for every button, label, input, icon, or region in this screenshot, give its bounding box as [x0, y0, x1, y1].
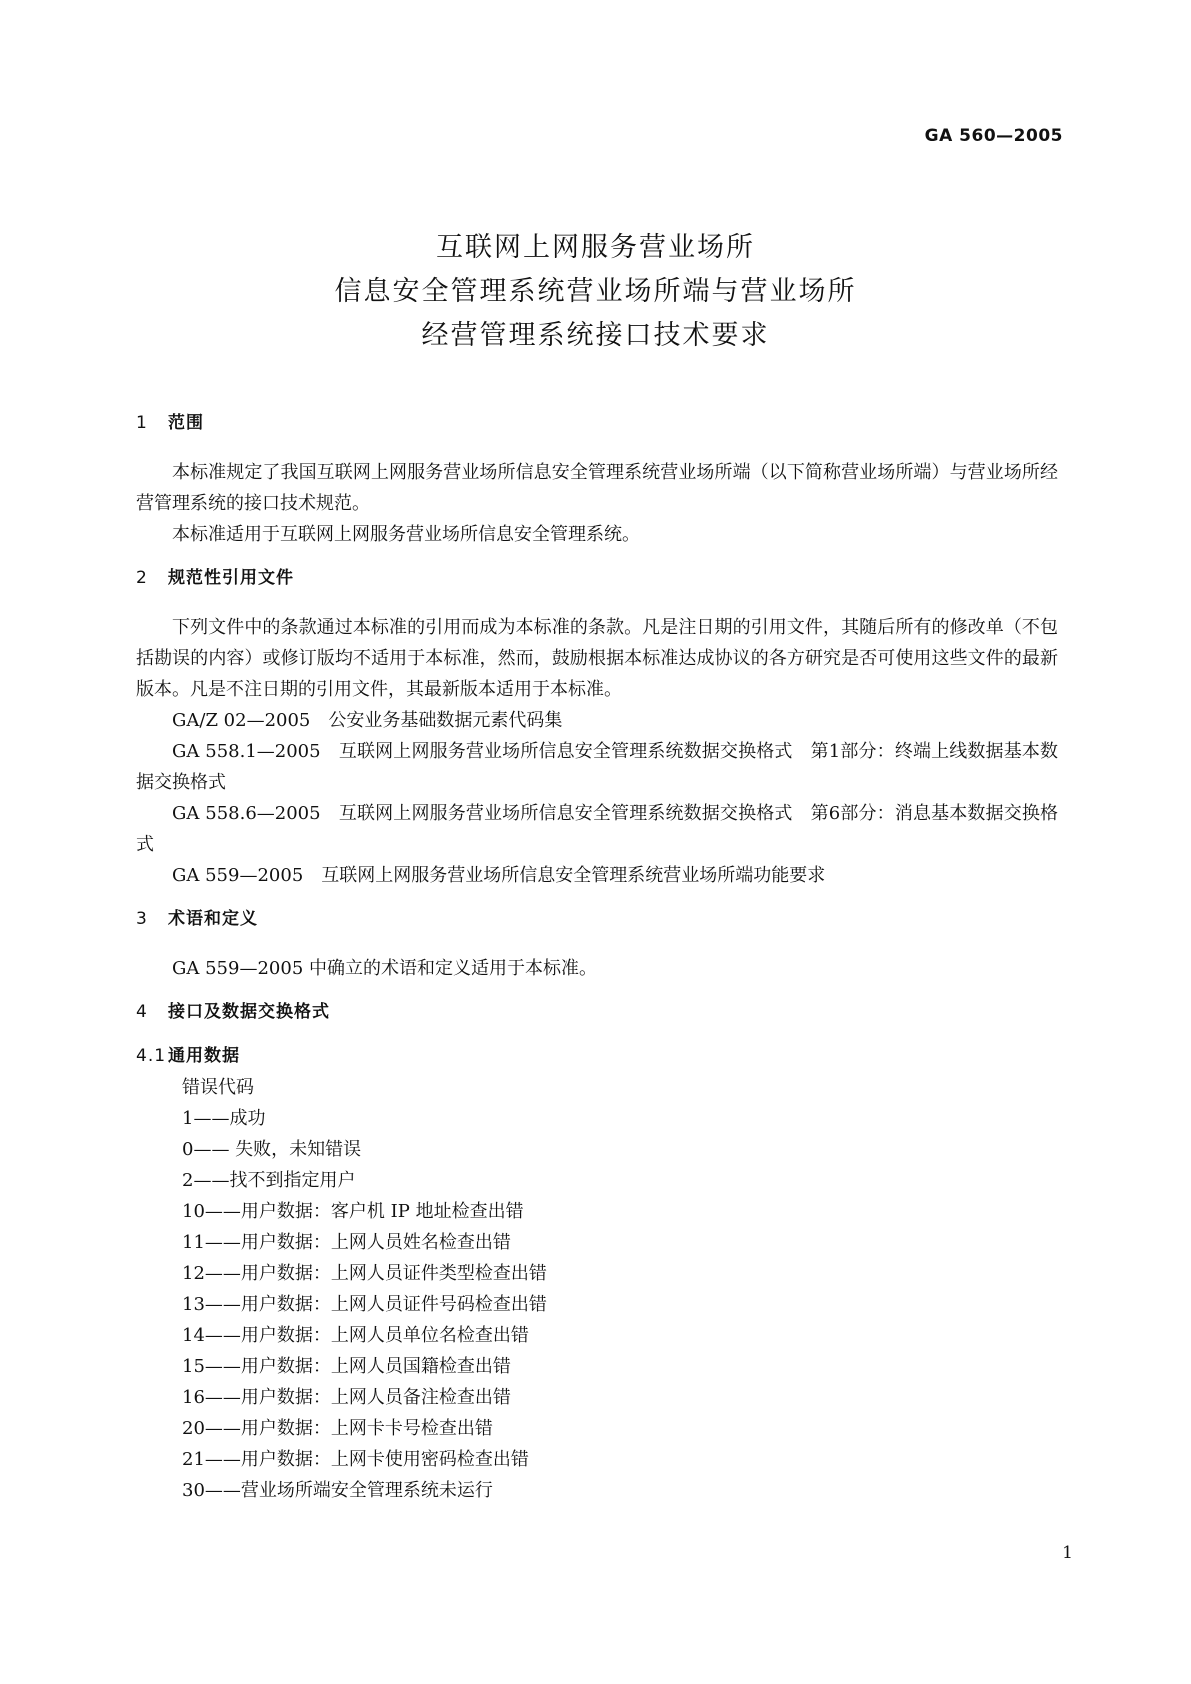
list-item: 21——用户数据：上网卡使用密码检查出错: [182, 1449, 529, 1470]
list-item: 20——用户数据：上网卡卡号检查出错: [182, 1418, 493, 1439]
section-title: 术语和定义: [168, 909, 258, 929]
document-body: [136, 408, 1058, 1506]
error-code-list: [136, 1072, 1058, 1506]
list-item: 16——用户数据：上网人员备注检查出错: [182, 1387, 511, 1408]
section-number: 3: [136, 909, 148, 929]
list-title: 错误代码: [182, 1077, 254, 1098]
page-number: 1: [1062, 1543, 1073, 1563]
section-title: 接口及数据交换格式: [168, 1002, 330, 1022]
section-1-heading: [136, 408, 1058, 439]
list-item: 15——用户数据：上网人员国籍检查出错: [182, 1356, 511, 1377]
list-item: 0—— 失败，未知错误: [182, 1139, 362, 1160]
section-1-paragraph-1: 本标准规定了我国互联网上网服务营业场所信息安全管理系统营业场所端（以下简称营业场所端）与营业场所经营管理系统的接口技术规范。: [136, 462, 1058, 514]
section-number: 2: [136, 568, 148, 588]
reference-item: GA/Z 02—2005 公安业务基础数据元素代码集: [172, 710, 563, 731]
section-2-paragraph: 下列文件中的条款通过本标准的引用而成为本标准的条款。凡是注日期的引用文件，其随后所有的修改单（不包括勘误的内容）或修订版均不适用于本标准，然而，鼓励根据本标准达成协议的各方研究是否可使用这些文件的最新版本。凡是不注日期的引用文件，其最新版本适用于本标准。: [136, 617, 1058, 700]
section-number: 1: [136, 413, 148, 433]
list-item: 14——用户数据：上网人员单位名检查出错: [182, 1325, 529, 1346]
title-line-3: 经营管理系统接口技术要求: [421, 320, 770, 351]
section-3-paragraph: GA 559—2005 中确立的术语和定义适用于本标准。: [172, 958, 597, 979]
reference-item: GA 559—2005 互联网上网服务营业场所信息安全管理系统营业场所端功能要求: [172, 865, 826, 886]
section-title: 规范性引用文件: [168, 568, 294, 588]
list-item: 1——成功: [182, 1108, 266, 1129]
subsection-number: 4.1: [136, 1046, 167, 1066]
reference-item: GA 558.1—2005 互联网上网服务营业场所信息安全管理系统数据交换格式 第1部分：终端上线数据基本数据交换格式: [136, 741, 1058, 793]
section-4-heading: [136, 997, 1058, 1028]
section-3-heading: [136, 904, 1058, 935]
list-item: 12——用户数据：上网人员证件类型检查出错: [182, 1263, 547, 1284]
reference-item: GA 558.6—2005 互联网上网服务营业场所信息安全管理系统数据交换格式 第6部分：消息基本数据交换格式: [136, 803, 1058, 855]
subsection-4-1-heading: [136, 1041, 1058, 1072]
list-item: 30——营业场所端安全管理系统未运行: [182, 1480, 493, 1501]
section-title: 范围: [168, 413, 204, 433]
section-number: 4: [136, 1002, 148, 1022]
subsection-title: 通用数据: [168, 1046, 240, 1066]
document-code: GA 560—2005: [924, 126, 1063, 146]
document-title: [0, 226, 1191, 358]
title-line-1: 互联网上网服务营业场所: [436, 232, 755, 263]
list-item: 10——用户数据：客户机 IP 地址检查出错: [182, 1201, 524, 1222]
list-item: 13——用户数据：上网人员证件号码检查出错: [182, 1294, 547, 1315]
section-1-paragraph-2: 本标准适用于互联网上网服务营业场所信息安全管理系统。: [172, 524, 640, 545]
list-item: 2——找不到指定用户: [182, 1170, 356, 1191]
title-line-2: 信息安全管理系统营业场所端与营业场所: [334, 276, 857, 307]
section-2-heading: [136, 563, 1058, 594]
list-item: 11——用户数据：上网人员姓名检查出错: [182, 1232, 511, 1253]
